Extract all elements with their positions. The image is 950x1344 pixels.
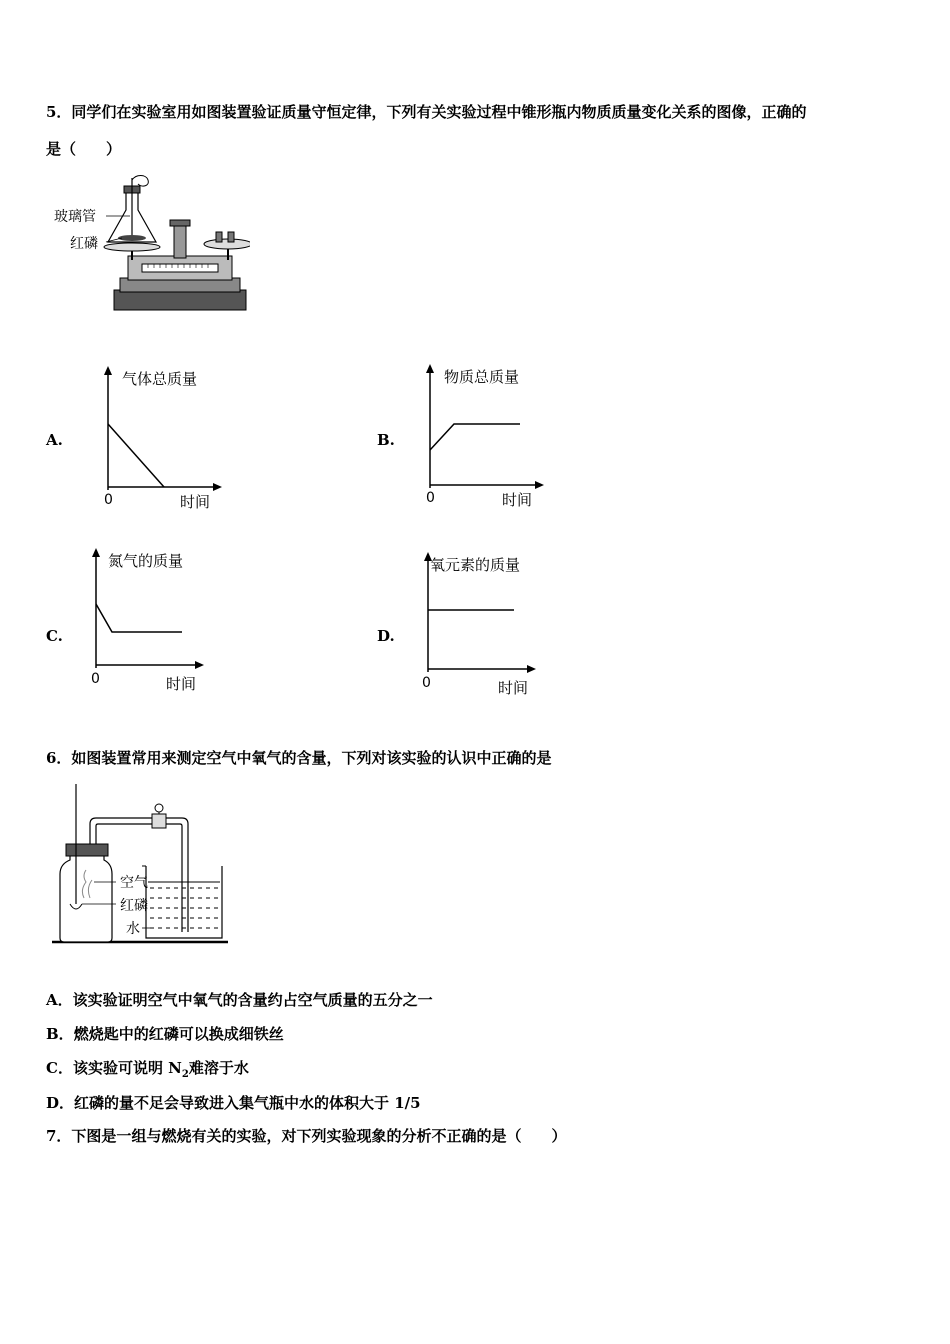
q5-option-d-graph bbox=[418, 548, 548, 700]
option-text-post: 难溶于水 bbox=[188, 1059, 249, 1077]
option-label: D． bbox=[46, 1094, 75, 1112]
series-line bbox=[96, 604, 182, 632]
option-text: 红磷的量不足会导致进入集气瓶中水的体积大于 1/5 bbox=[74, 1094, 421, 1112]
option-text: 燃烧匙中的红磷可以换成细铁丝 bbox=[73, 1025, 284, 1043]
q5-stem-line1: 5．同学们在实验室用如图装置验证质量守恒定律，下列有关实验过程中锥形瓶内物质质量变化关系的图像，正确的 bbox=[46, 103, 807, 121]
q5-option-c-label[interactable]: C. bbox=[46, 627, 63, 645]
origin-label: 0 bbox=[422, 675, 431, 691]
x-axis-label: 时间 bbox=[180, 493, 211, 511]
q6-option-a[interactable] bbox=[46, 990, 433, 1010]
origin-label: 0 bbox=[104, 492, 113, 508]
y-axis-label: 氧元素的质量 bbox=[430, 556, 521, 574]
q5-stem-line2: 是（ ） bbox=[46, 140, 122, 158]
q5-option-b-label[interactable]: B. bbox=[377, 431, 395, 449]
x-axis-label: 时间 bbox=[498, 679, 529, 697]
q5-option-a-graph bbox=[98, 362, 228, 514]
phosphorus-label: 红磷 bbox=[70, 236, 98, 252]
q5-option-b-graph bbox=[420, 360, 550, 512]
q7-stem: 7．下图是一组与燃烧有关的实验，对下列实验现象的分析不正确的是（ ） bbox=[46, 1127, 567, 1145]
q6-option-c[interactable] bbox=[46, 1058, 249, 1085]
water-label: 水 bbox=[126, 921, 140, 937]
tube-label: 玻璃管 bbox=[54, 209, 96, 225]
x-axis-label: 时间 bbox=[166, 675, 197, 693]
option-label: C． bbox=[46, 1059, 73, 1077]
q5-option-a-label[interactable]: A. bbox=[46, 431, 63, 449]
option-label: A． bbox=[46, 991, 73, 1009]
oxygen-measurement-apparatus-figure bbox=[50, 782, 230, 946]
origin-label: 0 bbox=[426, 490, 435, 506]
phosphorus-label: 红磷 bbox=[120, 898, 148, 914]
option-label: B． bbox=[46, 1025, 74, 1043]
x-axis-arrow bbox=[213, 483, 222, 491]
y-axis-label: 物质总质量 bbox=[444, 368, 520, 386]
y-axis-arrow bbox=[104, 366, 112, 375]
q6-option-d[interactable] bbox=[46, 1093, 421, 1113]
option-text-pre: 该实验可说明 N bbox=[72, 1059, 182, 1077]
series-line bbox=[430, 424, 520, 450]
q5-option-c-graph bbox=[86, 544, 216, 696]
option-text: 该实验证明空气中氧气的含量约占空气质量的五分之一 bbox=[72, 991, 433, 1009]
q5-option-d-label[interactable]: D. bbox=[377, 627, 395, 645]
series-line bbox=[108, 424, 164, 487]
y-axis-label: 氮气的质量 bbox=[108, 552, 184, 570]
x-axis-label: 时间 bbox=[502, 491, 533, 509]
air-label: 空气 bbox=[120, 875, 148, 891]
origin-label: 0 bbox=[91, 671, 100, 687]
y-axis-label: 气体总质量 bbox=[122, 370, 198, 388]
q6-stem: 6．如图装置常用来测定空气中氧气的含量，下列对该实验的认识中正确的是 bbox=[46, 749, 552, 767]
option-subscript: 2 bbox=[181, 1069, 189, 1080]
q6-option-b[interactable] bbox=[46, 1024, 284, 1044]
